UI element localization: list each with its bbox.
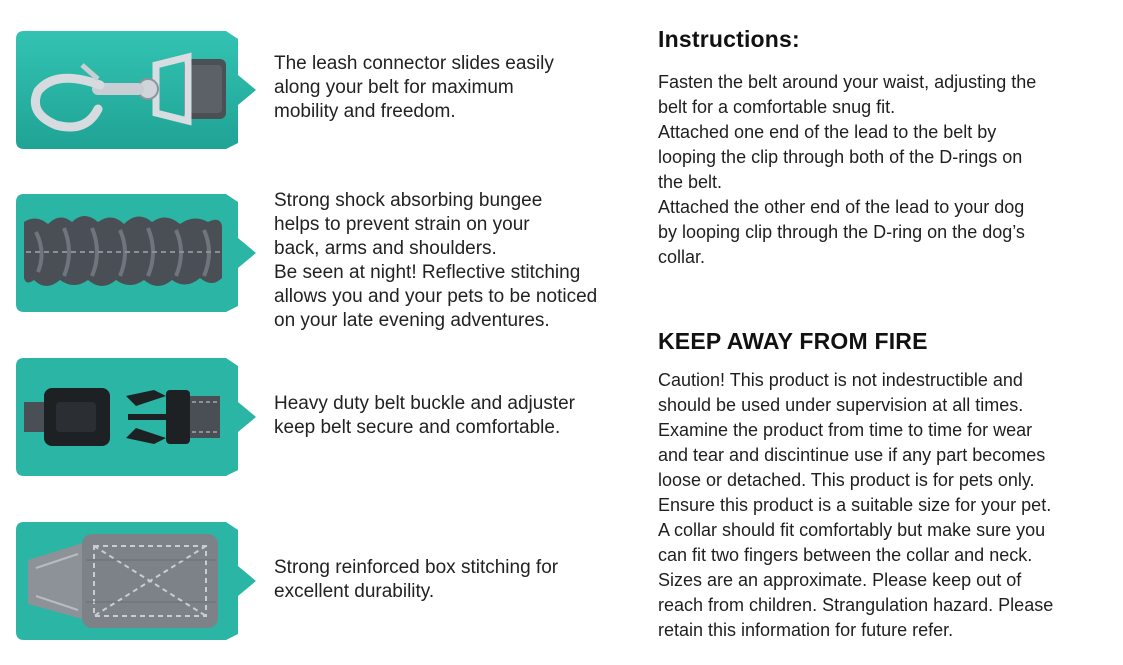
warning-body: Caution! This product is not indestructible and should be used under supervision at all times. Examine the product from time to time for wear and tear and discintinue use if any part becomes loose or detached. This product is for pets only. Ensure this product is a suitable size for your pet. A collar should fit comfortably but make sure you can fit two fingers between the collar and neck. Sizes are an approximate. Please keep out of reach from children. Strangulation hazard. Please retain this information for future refer. <box>658 370 1054 640</box>
instructions-heading: Instructions: <box>658 26 800 52</box>
snap-hook-badge <box>16 29 262 151</box>
buckle-badge <box>16 356 262 478</box>
feature-text-stitching: Strong reinforced box stitching for excellent durability. <box>274 557 559 602</box>
bungee-icon <box>24 216 222 286</box>
instructions-body: Fasten the belt around your waist, adjusting the belt for a comfortable snug fit. Attached one end of the lead to the belt by looping the clip through both of the D-rings on the belt. Attached the other end of the lead to your dog by looping clip through the D-ring on the dog’s collar. <box>658 72 1037 267</box>
warning-heading: KEEP AWAY FROM FIRE <box>658 328 928 354</box>
stitching-badge <box>16 520 262 642</box>
feature-text-leash-connector: The leash connector slides easily along your belt for maximum mobility and freedom. <box>274 53 554 122</box>
feature-text-buckle: Heavy duty belt buckle and adjuster keep belt secure and comfortable. <box>274 393 576 438</box>
bungee-badge <box>16 192 262 314</box>
instructions-section <box>658 26 1108 643</box>
feature-text-bungee: Strong shock absorbing bungee helps to prevent strain on your back, arms and shoulders. Be seen at night! Reflective stitching allows you and your pets to be noticed on your late evening adventures. <box>274 190 598 331</box>
